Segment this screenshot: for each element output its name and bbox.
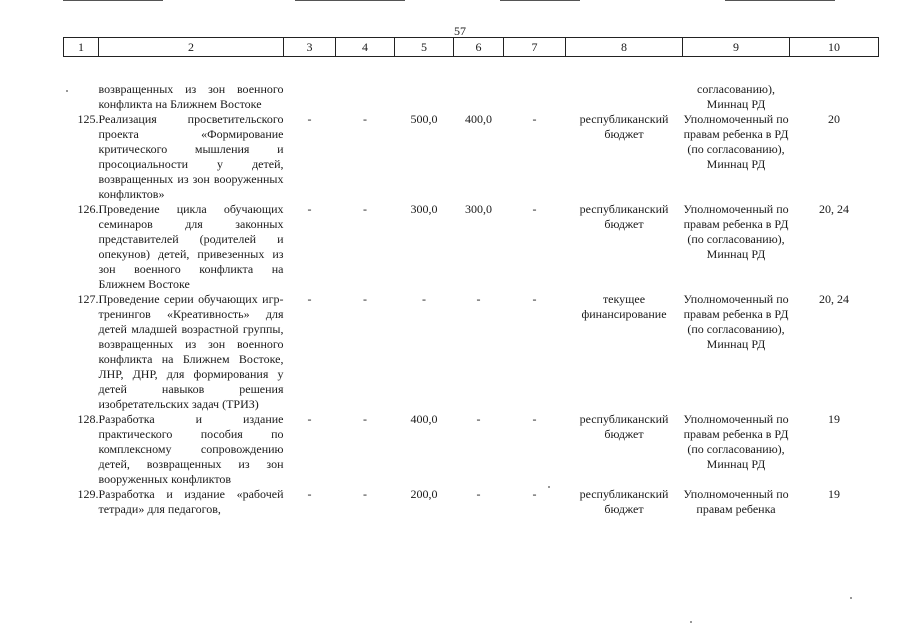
column-number: 6 <box>454 38 504 57</box>
scan-speck <box>850 597 852 599</box>
cell-col3: - <box>307 412 312 426</box>
scan-speck <box>548 486 550 488</box>
top-rule <box>725 0 835 1</box>
top-rule <box>295 0 405 1</box>
scan-speck <box>66 90 68 92</box>
row-number: 128. <box>77 412 99 426</box>
column-number: 4 <box>336 38 395 57</box>
table-row <box>64 292 879 412</box>
cell-col4: - <box>363 112 367 126</box>
executor: Уполномоченный по правам ребенка в РД (по согласованию), Миннац РД <box>683 292 789 351</box>
executor: согласованию), Миннац РД <box>697 82 775 111</box>
cell-col3: - <box>307 292 312 306</box>
executor: Уполномоченный по правам ребенка <box>683 487 789 516</box>
executor: Уполномоченный по правам ребенка в РД (по согласованию), Миннац РД <box>683 202 789 261</box>
cell-col7: - <box>532 292 537 306</box>
cell-col7: - <box>532 412 537 426</box>
cell-col6: - <box>476 292 481 306</box>
goal-ref: 20, 24 <box>819 292 849 306</box>
cell-col4: - <box>363 487 367 501</box>
cell-col4: - <box>363 292 367 306</box>
row-number: 126. <box>77 202 99 216</box>
row-number: 125. <box>77 112 99 126</box>
funding-source: республиканский бюджет <box>579 202 669 231</box>
column-number: 3 <box>284 38 336 57</box>
column-number-row <box>64 38 879 57</box>
executor: Уполномоченный по правам ребенка в РД (по согласованию), Миннац РД <box>683 412 789 471</box>
row-number: 129. <box>77 487 99 501</box>
goal-ref: 19 <box>828 487 840 501</box>
cell-col6: - <box>476 412 481 426</box>
column-number: 7 <box>504 38 566 57</box>
event-name: возвращенных из зон военного конфликта на Ближнем Востоке <box>98 82 284 111</box>
row-number: 127. <box>77 292 99 306</box>
top-rule <box>500 0 580 1</box>
cell-col4: - <box>363 412 367 426</box>
cell-col5: 500,0 <box>410 112 438 126</box>
page-number: 57 <box>454 24 466 38</box>
funding-source: текущее финансирование <box>581 292 667 321</box>
cell-col3: - <box>307 487 312 501</box>
column-number: 9 <box>683 38 790 57</box>
event-name: Проведение серии обучающих игр-тренингов «Креативность» для детей младшей возрастной группы, возвращенных из зон военного конфликта на Ближнем Востоке, ЛНР, ДНР, для формирования у детей навыков решения изобретательских задач (ТРИЗ) <box>98 292 284 411</box>
table-row <box>64 487 879 517</box>
cell-col3: - <box>307 112 312 126</box>
event-name: Проведение цикла обучающих семинаров для законных представителей (родителей и опекунов) детей, привезенных из зон военного конфликта на Ближнем Востоке <box>98 202 284 291</box>
funding-source: республиканский бюджет <box>579 487 669 516</box>
cell-col7: - <box>532 202 537 216</box>
scan-speck <box>690 621 692 623</box>
cell-col6: 400,0 <box>465 112 492 126</box>
table-row <box>64 412 879 487</box>
cell-col4: - <box>363 202 367 216</box>
column-number: 5 <box>395 38 454 57</box>
goal-ref: 19 <box>828 412 840 426</box>
cell-col3: - <box>307 202 312 216</box>
cell-col5: 400,0 <box>410 412 438 426</box>
cell-col5: 200,0 <box>410 487 438 501</box>
plan-table <box>63 37 879 517</box>
continuation-row <box>64 57 879 113</box>
top-rule <box>63 0 163 1</box>
cell-col7: - <box>532 487 537 501</box>
column-number: 8 <box>566 38 683 57</box>
column-number: 2 <box>99 38 284 57</box>
executor: Уполномоченный по правам ребенка в РД (по согласованию), Миннац РД <box>683 112 789 171</box>
event-name: Реализация просветительского проекта «Формирование критического мышления и просоциальности у детей, возвращенных из зон вооруженных конфликтов» <box>98 112 284 201</box>
goal-ref: 20, 24 <box>819 202 849 216</box>
column-number: 10 <box>790 38 879 57</box>
cell-col5: 300,0 <box>410 202 438 216</box>
table-row <box>64 112 879 202</box>
event-name: Разработка и издание практического пособия по комплексному сопровождению детей, возвращенных из зон вооруженных конфликтов <box>98 412 284 486</box>
table-row <box>64 202 879 292</box>
cell-col7: - <box>532 112 537 126</box>
column-number: 1 <box>64 38 99 57</box>
cell-col5: - <box>422 292 426 306</box>
event-name: Разработка и издание «рабочей тетради» для педагогов, <box>98 487 284 516</box>
funding-source: республиканский бюджет <box>579 412 669 441</box>
cell-col6: 300,0 <box>465 202 492 216</box>
cell-col6: - <box>476 487 481 501</box>
goal-ref: 20 <box>828 112 840 126</box>
funding-source: республиканский бюджет <box>579 112 669 141</box>
